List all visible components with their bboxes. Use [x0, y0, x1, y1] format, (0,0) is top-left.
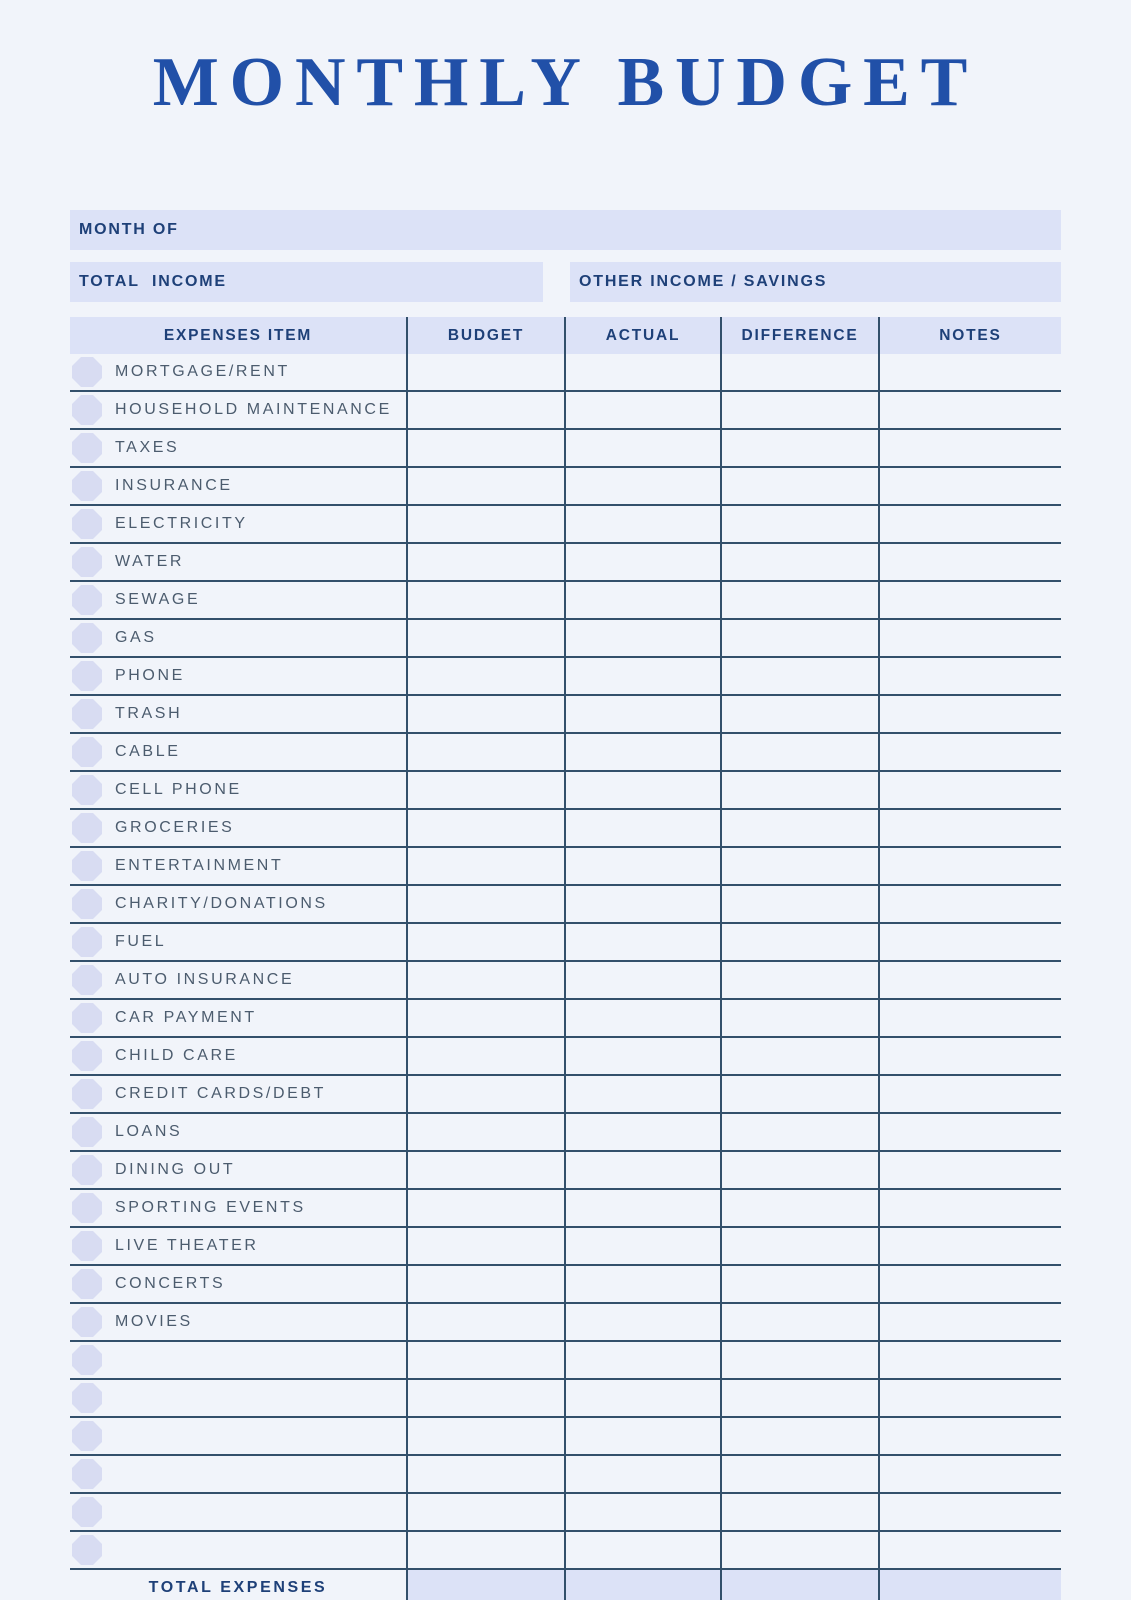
total-actual-cell[interactable] — [565, 1569, 721, 1600]
difference-cell[interactable] — [721, 733, 879, 771]
table-row — [70, 1189, 1061, 1227]
octagon-bullet-icon — [72, 775, 102, 805]
difference-cell[interactable] — [721, 885, 879, 923]
expenses-table-header — [70, 317, 1061, 354]
table-row — [70, 1455, 1061, 1493]
expenses-table — [70, 317, 1061, 1600]
notes-cell[interactable] — [879, 543, 1061, 581]
octagon-bullet-icon — [72, 965, 102, 995]
actual-cell[interactable] — [565, 847, 721, 885]
octagon-bullet-icon — [72, 395, 102, 425]
table-row — [70, 1075, 1061, 1113]
notes-cell[interactable] — [879, 391, 1061, 429]
expense-item-cell — [70, 809, 407, 847]
difference-cell[interactable] — [721, 1341, 879, 1379]
actual-cell[interactable] — [565, 1493, 721, 1531]
table-row — [70, 885, 1061, 923]
table-row — [70, 429, 1061, 467]
actual-cell[interactable] — [565, 733, 721, 771]
difference-cell[interactable] — [721, 1189, 879, 1227]
budget-cell[interactable] — [407, 809, 565, 847]
budget-cell[interactable] — [407, 1531, 565, 1569]
other-income-savings-label: OTHER INCOME / SAVINGS — [579, 273, 828, 290]
budget-cell[interactable] — [407, 1075, 565, 1113]
actual-cell[interactable] — [565, 1075, 721, 1113]
expense-item-cell — [70, 999, 407, 1037]
expense-item-cell — [70, 543, 407, 581]
difference-cell[interactable] — [721, 1151, 879, 1189]
notes-cell[interactable] — [879, 999, 1061, 1037]
actual-cell[interactable] — [565, 429, 721, 467]
difference-cell[interactable] — [721, 1227, 879, 1265]
expense-item-label: TAXES — [115, 439, 180, 456]
actual-cell[interactable] — [565, 1151, 721, 1189]
expense-item-label: WATER — [115, 553, 184, 570]
actual-cell[interactable] — [565, 1303, 721, 1341]
octagon-bullet-icon — [72, 1269, 102, 1299]
difference-cell[interactable] — [721, 581, 879, 619]
budget-cell[interactable] — [407, 999, 565, 1037]
budget-cell[interactable] — [407, 657, 565, 695]
table-row — [70, 961, 1061, 999]
expense-item-cell — [70, 429, 407, 467]
expense-item-label: SEWAGE — [115, 591, 201, 608]
notes-cell[interactable] — [879, 1151, 1061, 1189]
difference-cell[interactable] — [721, 771, 879, 809]
notes-cell[interactable] — [879, 1417, 1061, 1455]
actual-cell[interactable] — [565, 1455, 721, 1493]
table-row — [70, 847, 1061, 885]
actual-cell[interactable] — [565, 619, 721, 657]
expense-item-label: INSURANCE — [115, 477, 233, 494]
difference-cell[interactable] — [721, 1455, 879, 1493]
header-budget: BUDGET — [407, 317, 565, 354]
expense-item-label: GROCERIES — [115, 819, 235, 836]
difference-cell[interactable] — [721, 1075, 879, 1113]
actual-cell[interactable] — [565, 1417, 721, 1455]
octagon-bullet-icon — [72, 851, 102, 881]
octagon-bullet-icon — [72, 661, 102, 691]
actual-cell[interactable] — [565, 771, 721, 809]
notes-cell[interactable] — [879, 1531, 1061, 1569]
table-row — [70, 467, 1061, 505]
difference-cell[interactable] — [721, 543, 879, 581]
difference-cell[interactable] — [721, 847, 879, 885]
expense-item-label: TRASH — [115, 705, 183, 722]
difference-cell[interactable] — [721, 999, 879, 1037]
expense-item-cell — [70, 1151, 407, 1189]
table-row — [70, 1531, 1061, 1569]
table-row — [70, 1113, 1061, 1151]
notes-cell[interactable] — [879, 619, 1061, 657]
notes-cell[interactable] — [879, 354, 1061, 391]
notes-cell[interactable] — [879, 429, 1061, 467]
actual-cell[interactable] — [565, 999, 721, 1037]
expense-item-label: SPORTING EVENTS — [115, 1199, 306, 1216]
actual-cell[interactable] — [565, 581, 721, 619]
actual-cell[interactable] — [565, 1341, 721, 1379]
actual-cell[interactable] — [565, 1227, 721, 1265]
budget-cell[interactable] — [407, 885, 565, 923]
expenses-tbody — [70, 354, 1061, 1569]
table-row — [70, 733, 1061, 771]
octagon-bullet-icon — [72, 623, 102, 653]
difference-cell[interactable] — [721, 1531, 879, 1569]
budget-cell[interactable] — [407, 1379, 565, 1417]
notes-cell[interactable] — [879, 809, 1061, 847]
octagon-bullet-icon — [72, 1193, 102, 1223]
expense-item-label: LOANS — [115, 1123, 183, 1140]
table-row — [70, 923, 1061, 961]
expense-item-label: GAS — [115, 629, 157, 646]
expense-item-cell — [70, 1113, 407, 1151]
octagon-bullet-icon — [72, 585, 102, 615]
actual-cell[interactable] — [565, 923, 721, 961]
difference-cell[interactable] — [721, 354, 879, 391]
expense-item-label: AUTO INSURANCE — [115, 971, 295, 988]
actual-cell[interactable] — [565, 961, 721, 999]
notes-cell[interactable] — [879, 695, 1061, 733]
budget-cell[interactable] — [407, 354, 565, 391]
expense-item-label: CABLE — [115, 743, 181, 760]
header-difference: DIFFERENCE — [721, 317, 879, 354]
expense-item-cell — [70, 1417, 407, 1455]
budget-cell[interactable] — [407, 1113, 565, 1151]
actual-cell[interactable] — [565, 695, 721, 733]
expense-item-cell — [70, 1265, 407, 1303]
table-row — [70, 581, 1061, 619]
octagon-bullet-icon — [72, 509, 102, 539]
expense-item-cell — [70, 733, 407, 771]
expense-item-cell — [70, 657, 407, 695]
budget-cell[interactable] — [407, 581, 565, 619]
budget-cell[interactable] — [407, 923, 565, 961]
actual-cell[interactable] — [565, 543, 721, 581]
actual-cell[interactable] — [565, 505, 721, 543]
expense-item-label: CHILD CARE — [115, 1047, 238, 1064]
difference-cell[interactable] — [721, 505, 879, 543]
table-row — [70, 1341, 1061, 1379]
difference-cell[interactable] — [721, 1037, 879, 1075]
notes-cell[interactable] — [879, 657, 1061, 695]
notes-cell[interactable] — [879, 1227, 1061, 1265]
actual-cell[interactable] — [565, 809, 721, 847]
other-income-savings-field[interactable] — [570, 262, 1061, 302]
octagon-bullet-icon — [72, 1155, 102, 1185]
expense-item-cell — [70, 771, 407, 809]
expense-item-cell — [70, 1493, 407, 1531]
expense-item-label: CREDIT CARDS/DEBT — [115, 1085, 327, 1102]
table-row — [70, 1379, 1061, 1417]
expense-item-cell — [70, 847, 407, 885]
expense-item-cell — [70, 695, 407, 733]
table-row — [70, 1417, 1061, 1455]
expense-item-label: MORTGAGE/RENT — [115, 363, 290, 380]
difference-cell[interactable] — [721, 961, 879, 999]
difference-cell[interactable] — [721, 619, 879, 657]
difference-cell[interactable] — [721, 1379, 879, 1417]
total-income-label: TOTAL INCOME — [79, 273, 227, 290]
difference-cell[interactable] — [721, 657, 879, 695]
expense-item-cell — [70, 1075, 407, 1113]
month-of-field[interactable] — [70, 210, 1061, 250]
actual-cell[interactable] — [565, 1189, 721, 1227]
difference-cell[interactable] — [721, 1113, 879, 1151]
expense-item-label: LIVE THEATER — [115, 1237, 259, 1254]
table-row — [70, 657, 1061, 695]
expense-item-label: FUEL — [115, 933, 167, 950]
total-row — [70, 1569, 1061, 1600]
expense-item-label: CHARITY/DONATIONS — [115, 895, 328, 912]
actual-cell[interactable] — [565, 1113, 721, 1151]
budget-cell[interactable] — [407, 429, 565, 467]
difference-cell[interactable] — [721, 1265, 879, 1303]
table-row — [70, 771, 1061, 809]
budget-cell[interactable] — [407, 1151, 565, 1189]
notes-cell[interactable] — [879, 847, 1061, 885]
actual-cell[interactable] — [565, 1531, 721, 1569]
notes-cell[interactable] — [879, 923, 1061, 961]
budget-cell[interactable] — [407, 391, 565, 429]
budget-cell[interactable] — [407, 695, 565, 733]
budget-cell[interactable] — [407, 619, 565, 657]
octagon-bullet-icon — [72, 1079, 102, 1109]
difference-cell[interactable] — [721, 923, 879, 961]
notes-cell[interactable] — [879, 581, 1061, 619]
expense-item-label: DINING OUT — [115, 1161, 236, 1178]
difference-cell[interactable] — [721, 695, 879, 733]
expense-item-cell — [70, 354, 407, 391]
table-row — [70, 1493, 1061, 1531]
expense-item-cell — [70, 1189, 407, 1227]
expense-item-cell — [70, 581, 407, 619]
table-row — [70, 391, 1061, 429]
table-row — [70, 809, 1061, 847]
notes-cell[interactable] — [879, 733, 1061, 771]
expense-item-cell — [70, 619, 407, 657]
expense-item-label: HOUSEHOLD MAINTENANCE — [115, 401, 392, 418]
actual-cell[interactable] — [565, 467, 721, 505]
total-income-field[interactable] — [70, 262, 543, 302]
octagon-bullet-icon — [72, 889, 102, 919]
expense-item-cell — [70, 467, 407, 505]
expense-item-cell — [70, 1455, 407, 1493]
table-row — [70, 1265, 1061, 1303]
table-row — [70, 1227, 1061, 1265]
notes-cell[interactable] — [879, 1379, 1061, 1417]
difference-cell[interactable] — [721, 467, 879, 505]
header-notes: NOTES — [879, 317, 1061, 354]
page-title: MONTHLY BUDGET — [152, 44, 979, 121]
difference-cell[interactable] — [721, 1303, 879, 1341]
octagon-bullet-icon — [72, 1003, 102, 1033]
notes-cell[interactable] — [879, 771, 1061, 809]
notes-cell[interactable] — [879, 961, 1061, 999]
notes-cell[interactable] — [879, 1113, 1061, 1151]
expense-item-cell — [70, 505, 407, 543]
total-notes-cell[interactable] — [879, 1569, 1061, 1600]
total-difference-cell[interactable] — [721, 1569, 879, 1600]
expense-item-cell — [70, 885, 407, 923]
expense-item-cell — [70, 1531, 407, 1569]
octagon-bullet-icon — [72, 813, 102, 843]
actual-cell[interactable] — [565, 1265, 721, 1303]
notes-cell[interactable] — [879, 885, 1061, 923]
expense-item-cell — [70, 923, 407, 961]
expense-item-cell — [70, 1227, 407, 1265]
octagon-bullet-icon — [72, 547, 102, 577]
difference-cell[interactable] — [721, 1493, 879, 1531]
table-row — [70, 1151, 1061, 1189]
notes-cell[interactable] — [879, 1493, 1061, 1531]
octagon-bullet-icon — [72, 471, 102, 501]
octagon-bullet-icon — [72, 1345, 102, 1375]
notes-cell[interactable] — [879, 1189, 1061, 1227]
octagon-bullet-icon — [72, 737, 102, 767]
table-row — [70, 505, 1061, 543]
total-budget-cell[interactable] — [407, 1569, 565, 1600]
table-row — [70, 999, 1061, 1037]
octagon-bullet-icon — [72, 1421, 102, 1451]
expense-item-label: CAR PAYMENT — [115, 1009, 257, 1026]
difference-cell[interactable] — [721, 809, 879, 847]
notes-cell[interactable] — [879, 1341, 1061, 1379]
table-row — [70, 695, 1061, 733]
octagon-bullet-icon — [72, 1459, 102, 1489]
table-row — [70, 1037, 1061, 1075]
budget-cell[interactable] — [407, 847, 565, 885]
expense-item-label: CELL PHONE — [115, 781, 242, 798]
budget-cell[interactable] — [407, 1189, 565, 1227]
actual-cell[interactable] — [565, 391, 721, 429]
total-expenses-label: TOTAL EXPENSES — [70, 1569, 407, 1600]
actual-cell[interactable] — [565, 354, 721, 391]
budget-cell[interactable] — [407, 771, 565, 809]
table-row — [70, 619, 1061, 657]
octagon-bullet-icon — [72, 1231, 102, 1261]
expense-item-label: ELECTRICITY — [115, 515, 248, 532]
actual-cell[interactable] — [565, 885, 721, 923]
notes-cell[interactable] — [879, 467, 1061, 505]
expense-item-label: ENTERTAINMENT — [115, 857, 284, 874]
actual-cell[interactable] — [565, 1379, 721, 1417]
notes-cell[interactable] — [879, 1265, 1061, 1303]
total-tbody — [70, 1569, 1061, 1600]
octagon-bullet-icon — [72, 1307, 102, 1337]
notes-cell[interactable] — [879, 1037, 1061, 1075]
budget-cell[interactable] — [407, 1493, 565, 1531]
budget-cell[interactable] — [407, 505, 565, 543]
difference-cell[interactable] — [721, 1417, 879, 1455]
octagon-bullet-icon — [72, 1497, 102, 1527]
expense-item-label: PHONE — [115, 667, 185, 684]
expense-item-cell — [70, 391, 407, 429]
notes-cell[interactable] — [879, 1455, 1061, 1493]
octagon-bullet-icon — [72, 1117, 102, 1147]
octagon-bullet-icon — [72, 927, 102, 957]
notes-cell[interactable] — [879, 505, 1061, 543]
budget-cell[interactable] — [407, 1417, 565, 1455]
difference-cell[interactable] — [721, 429, 879, 467]
expense-item-cell — [70, 961, 407, 999]
budget-cell[interactable] — [407, 1455, 565, 1493]
budget-cell[interactable] — [407, 467, 565, 505]
octagon-bullet-icon — [72, 433, 102, 463]
expense-item-cell — [70, 1303, 407, 1341]
budget-cell[interactable] — [407, 733, 565, 771]
header-expenses-item: EXPENSES ITEM — [70, 317, 407, 354]
octagon-bullet-icon — [72, 1383, 102, 1413]
budget-cell[interactable] — [407, 1341, 565, 1379]
expense-item-cell — [70, 1037, 407, 1075]
table-row — [70, 543, 1061, 581]
table-row — [70, 1303, 1061, 1341]
budget-cell[interactable] — [407, 543, 565, 581]
octagon-bullet-icon — [72, 1535, 102, 1565]
header-actual: ACTUAL — [565, 317, 721, 354]
octagon-bullet-icon — [72, 357, 102, 387]
expense-item-label: MOVIES — [115, 1313, 193, 1330]
budget-cell[interactable] — [407, 1037, 565, 1075]
octagon-bullet-icon — [72, 699, 102, 729]
notes-cell[interactable] — [879, 1303, 1061, 1341]
expense-item-cell — [70, 1379, 407, 1417]
expense-item-cell — [70, 1341, 407, 1379]
budget-cell[interactable] — [407, 1303, 565, 1341]
budget-cell[interactable] — [407, 1227, 565, 1265]
income-row — [70, 262, 1061, 302]
expense-item-label: CONCERTS — [115, 1275, 226, 1292]
notes-cell[interactable] — [879, 1075, 1061, 1113]
actual-cell[interactable] — [565, 657, 721, 695]
budget-cell[interactable] — [407, 961, 565, 999]
actual-cell[interactable] — [565, 1037, 721, 1075]
octagon-bullet-icon — [72, 1041, 102, 1071]
content-area — [70, 210, 1061, 1600]
table-row — [70, 354, 1061, 391]
difference-cell[interactable] — [721, 391, 879, 429]
month-of-label: MONTH OF — [79, 221, 179, 238]
budget-cell[interactable] — [407, 1265, 565, 1303]
